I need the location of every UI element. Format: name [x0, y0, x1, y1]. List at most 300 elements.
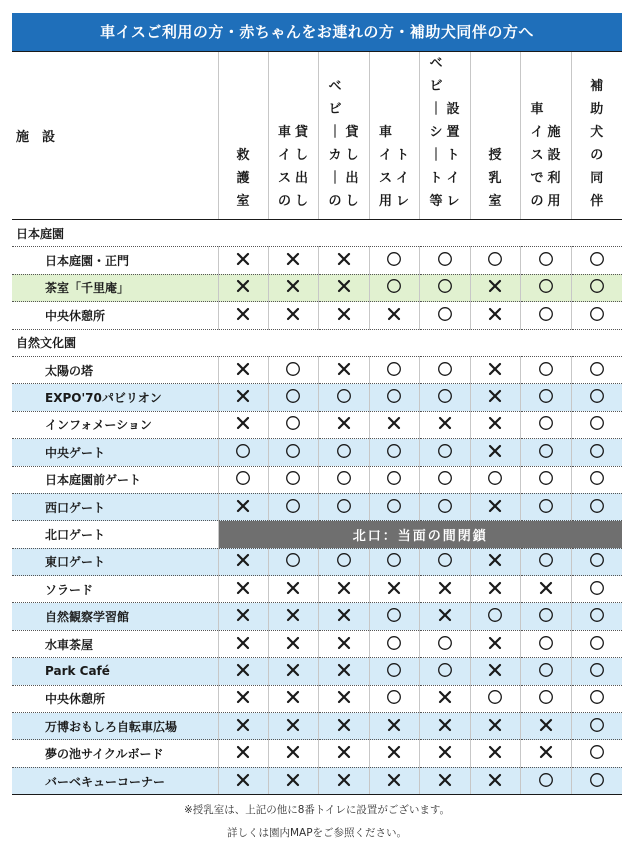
availability-cell: [571, 685, 622, 712]
unavailable-cross-icon: [283, 635, 303, 651]
facility-name: 中央休憩所: [12, 685, 218, 712]
availability-cell: [369, 548, 419, 575]
availability-cell: [470, 740, 520, 767]
availability-cell: [218, 630, 268, 657]
availability-cell: [419, 302, 470, 329]
availability-cell: [470, 630, 520, 657]
availability-cell: [419, 384, 470, 411]
available-circle-icon: [587, 388, 607, 404]
available-circle-icon: [435, 552, 455, 568]
unavailable-cross-icon: [485, 415, 505, 431]
availability-cell: [369, 658, 419, 685]
unavailable-cross-icon: [334, 251, 354, 267]
available-circle-icon: [536, 306, 556, 322]
available-circle-icon: [587, 580, 607, 596]
available-circle-icon: [334, 388, 354, 404]
available-circle-icon: [435, 662, 455, 678]
availability-cell: [268, 713, 318, 740]
unavailable-cross-icon: [283, 580, 303, 596]
availability-cell: [520, 411, 571, 438]
availability-cell: [218, 713, 268, 740]
available-circle-icon: [435, 306, 455, 322]
availability-cell: [571, 630, 622, 657]
facility-row: [12, 767, 622, 794]
availability-cell: [419, 356, 470, 383]
facility-name: 北口ゲート: [12, 521, 218, 548]
column-header-text: 貸 し 出 し: [295, 125, 309, 209]
unavailable-cross-icon: [233, 744, 253, 760]
availability-cell: [520, 384, 571, 411]
availability-cell: [218, 411, 268, 438]
facility-row: [12, 411, 622, 438]
available-circle-icon: [587, 498, 607, 514]
availability-cell: [520, 548, 571, 575]
footnotes: [12, 799, 622, 845]
available-circle-icon: [536, 361, 556, 377]
facility-table: [12, 51, 622, 795]
available-circle-icon: [587, 470, 607, 486]
available-circle-icon: [283, 470, 303, 486]
facility-name: 茶室「千里庵」: [12, 274, 218, 301]
availability-cell: [268, 685, 318, 712]
availability-cell: [318, 630, 369, 657]
available-circle-icon: [536, 388, 556, 404]
facility-row: [12, 658, 622, 685]
availability-cell: [369, 384, 419, 411]
available-circle-icon: [587, 361, 607, 377]
unavailable-cross-icon: [334, 772, 354, 788]
availability-cell: [218, 740, 268, 767]
group-header-row: [12, 329, 622, 356]
availability-cell: [419, 740, 470, 767]
availability-cell: [470, 274, 520, 301]
availability-cell: [571, 713, 622, 740]
unavailable-cross-icon: [334, 717, 354, 733]
accessibility-info-sheet: [12, 13, 622, 845]
facility-row: [12, 521, 622, 548]
available-circle-icon: [435, 635, 455, 651]
available-circle-icon: [384, 470, 404, 486]
unavailable-cross-icon: [233, 580, 253, 596]
availability-cell: [419, 411, 470, 438]
unavailable-cross-icon: [384, 580, 404, 596]
facility-row: [12, 356, 622, 383]
availability-cell: [218, 603, 268, 630]
availability-cell: [520, 274, 571, 301]
facility-row: [12, 630, 622, 657]
facility-column-header: 施 設: [12, 52, 218, 220]
facility-name: ソラード: [12, 576, 218, 603]
availability-cell: [318, 411, 369, 438]
facility-name: 水車茶屋: [12, 630, 218, 657]
availability-cell: [369, 466, 419, 493]
facility-name: 中央休憩所: [12, 302, 218, 329]
facility-name: 太陽の塔: [12, 356, 218, 383]
availability-cell: [318, 767, 369, 794]
unavailable-cross-icon: [283, 689, 303, 705]
column-header-text: 車 イ ス 用: [378, 125, 392, 209]
column-header-4: [369, 52, 419, 220]
group-name: 日本庭園: [12, 220, 622, 247]
facility-row: [12, 548, 622, 575]
availability-cell: [268, 548, 318, 575]
available-circle-icon: [587, 744, 607, 760]
column-header-text: 施 設 利 用: [547, 125, 561, 209]
availability-cell: [520, 576, 571, 603]
availability-cell: [268, 302, 318, 329]
unavailable-cross-icon: [334, 580, 354, 596]
unavailable-cross-icon: [435, 580, 455, 596]
unavailable-cross-icon: [485, 278, 505, 294]
group-name: 自然文化園: [12, 329, 622, 356]
footnote-map-reference: 詳しくは園内MAPをご参照ください。: [226, 827, 408, 840]
availability-cell: [268, 439, 318, 466]
column-header-text: 貸 し 出 し: [345, 125, 359, 209]
availability-cell: [571, 439, 622, 466]
availability-cell: [470, 767, 520, 794]
available-circle-icon: [587, 552, 607, 568]
unavailable-cross-icon: [233, 689, 253, 705]
available-circle-icon: [485, 689, 505, 705]
unavailable-cross-icon: [334, 361, 354, 377]
availability-cell: [268, 247, 318, 274]
footnote-nursing-room: ※授乳室は、上記の他に8番トイレに設置がございます。: [183, 804, 451, 817]
unavailable-cross-icon: [334, 607, 354, 623]
available-circle-icon: [435, 361, 455, 377]
availability-cell: [470, 576, 520, 603]
available-circle-icon: [587, 443, 607, 459]
unavailable-cross-icon: [233, 717, 253, 733]
availability-cell: [369, 411, 419, 438]
facility-row: [12, 576, 622, 603]
unavailable-cross-icon: [485, 306, 505, 322]
availability-cell: [470, 247, 520, 274]
available-circle-icon: [587, 635, 607, 651]
availability-cell: [520, 356, 571, 383]
availability-cell: [520, 247, 571, 274]
available-circle-icon: [283, 388, 303, 404]
availability-cell: [268, 767, 318, 794]
group-header-row: [12, 220, 622, 247]
availability-cell: [571, 384, 622, 411]
unavailable-cross-icon: [233, 772, 253, 788]
available-circle-icon: [435, 251, 455, 267]
facility-name: バーベキューコーナー: [12, 767, 218, 794]
unavailable-cross-icon: [384, 415, 404, 431]
available-circle-icon: [536, 689, 556, 705]
availability-cell: [318, 493, 369, 520]
availability-cell: [268, 576, 318, 603]
column-header-7: [520, 52, 571, 220]
available-circle-icon: [587, 607, 607, 623]
availability-cell: [318, 740, 369, 767]
available-circle-icon: [536, 635, 556, 651]
column-header-text: ベ ビ ｜ カ ｜ の: [328, 79, 342, 209]
available-circle-icon: [435, 470, 455, 486]
facility-row: [12, 302, 622, 329]
unavailable-cross-icon: [485, 552, 505, 568]
unavailable-cross-icon: [334, 278, 354, 294]
available-circle-icon: [233, 443, 253, 459]
availability-cell: [218, 548, 268, 575]
available-circle-icon: [485, 251, 505, 267]
unavailable-cross-icon: [283, 744, 303, 760]
unavailable-cross-icon: [334, 689, 354, 705]
facility-name: 日本庭園・正門: [12, 247, 218, 274]
availability-cell: [520, 685, 571, 712]
availability-cell: [369, 247, 419, 274]
availability-cell: [419, 685, 470, 712]
facility-name: 中央ゲート: [12, 439, 218, 466]
availability-cell: [520, 466, 571, 493]
availability-cell: [419, 630, 470, 657]
availability-cell: [470, 439, 520, 466]
availability-cell: [571, 274, 622, 301]
unavailable-cross-icon: [485, 662, 505, 678]
availability-cell: [571, 603, 622, 630]
availability-cell: [369, 630, 419, 657]
availability-cell: [419, 603, 470, 630]
availability-cell: [520, 493, 571, 520]
unavailable-cross-icon: [485, 580, 505, 596]
unavailable-cross-icon: [536, 580, 556, 596]
unavailable-cross-icon: [435, 744, 455, 760]
availability-cell: [470, 713, 520, 740]
available-circle-icon: [435, 388, 455, 404]
available-circle-icon: [536, 415, 556, 431]
available-circle-icon: [587, 689, 607, 705]
unavailable-cross-icon: [283, 278, 303, 294]
available-circle-icon: [384, 443, 404, 459]
unavailable-cross-icon: [233, 415, 253, 431]
available-circle-icon: [587, 306, 607, 322]
available-circle-icon: [384, 278, 404, 294]
facility-name: インフォメーション: [12, 411, 218, 438]
available-circle-icon: [587, 251, 607, 267]
column-header-5: [419, 52, 470, 220]
availability-cell: [520, 630, 571, 657]
unavailable-cross-icon: [485, 388, 505, 404]
availability-cell: [268, 274, 318, 301]
availability-cell: [369, 302, 419, 329]
availability-cell: [218, 274, 268, 301]
availability-cell: [571, 247, 622, 274]
unavailable-cross-icon: [233, 662, 253, 678]
availability-cell: [318, 603, 369, 630]
facility-row: [12, 247, 622, 274]
availability-cell: [268, 466, 318, 493]
unavailable-cross-icon: [485, 717, 505, 733]
availability-cell: [419, 247, 470, 274]
available-circle-icon: [283, 361, 303, 377]
facility-name: EXPO'70パビリオン: [12, 384, 218, 411]
availability-cell: [419, 439, 470, 466]
facility-row: [12, 466, 622, 493]
availability-cell: [520, 740, 571, 767]
unavailable-cross-icon: [435, 415, 455, 431]
facility-row: [12, 740, 622, 767]
availability-cell: [318, 274, 369, 301]
facility-name: 日本庭園前ゲート: [12, 466, 218, 493]
availability-cell: [369, 767, 419, 794]
available-circle-icon: [233, 470, 253, 486]
unavailable-cross-icon: [435, 772, 455, 788]
available-circle-icon: [384, 689, 404, 705]
availability-cell: [218, 384, 268, 411]
facility-row: [12, 603, 622, 630]
availability-cell: [369, 603, 419, 630]
column-header-text: 車 イ ス で の: [530, 102, 544, 209]
unavailable-cross-icon: [283, 662, 303, 678]
availability-cell: [520, 603, 571, 630]
column-header-1: [218, 52, 268, 220]
available-circle-icon: [536, 470, 556, 486]
availability-cell: [218, 685, 268, 712]
availability-cell: [318, 685, 369, 712]
availability-cell: [520, 658, 571, 685]
facility-name: 万博おもしろ自転車広場: [12, 713, 218, 740]
availability-cell: [218, 767, 268, 794]
facility-row: [12, 713, 622, 740]
unavailable-cross-icon: [334, 744, 354, 760]
column-header-text: ト イ レ: [396, 148, 410, 209]
availability-cell: [369, 356, 419, 383]
availability-cell: [571, 548, 622, 575]
unavailable-cross-icon: [233, 388, 253, 404]
facility-name: 西口ゲート: [12, 493, 218, 520]
availability-cell: [520, 767, 571, 794]
column-header-row: [12, 52, 622, 220]
available-circle-icon: [435, 498, 455, 514]
availability-cell: [318, 658, 369, 685]
unavailable-cross-icon: [435, 607, 455, 623]
availability-cell: [470, 384, 520, 411]
available-circle-icon: [334, 470, 354, 486]
availability-cell: [218, 493, 268, 520]
available-circle-icon: [435, 278, 455, 294]
availability-cell: [520, 302, 571, 329]
unavailable-cross-icon: [233, 607, 253, 623]
unavailable-cross-icon: [485, 498, 505, 514]
unavailable-cross-icon: [334, 415, 354, 431]
availability-cell: [318, 247, 369, 274]
facility-name: Park Café: [12, 658, 218, 685]
unavailable-cross-icon: [435, 689, 455, 705]
unavailable-cross-icon: [536, 744, 556, 760]
available-circle-icon: [587, 662, 607, 678]
available-circle-icon: [334, 498, 354, 514]
available-circle-icon: [384, 635, 404, 651]
availability-cell: [268, 603, 318, 630]
available-circle-icon: [283, 443, 303, 459]
column-header-3: [318, 52, 369, 220]
available-circle-icon: [384, 662, 404, 678]
unavailable-cross-icon: [485, 361, 505, 377]
available-circle-icon: [334, 552, 354, 568]
column-header-text: 設 置 ト イ レ: [446, 102, 460, 209]
availability-cell: [419, 576, 470, 603]
availability-cell: [318, 356, 369, 383]
unavailable-cross-icon: [435, 717, 455, 733]
availability-cell: [571, 466, 622, 493]
availability-cell: [419, 493, 470, 520]
availability-cell: [419, 548, 470, 575]
availability-cell: [520, 713, 571, 740]
column-header-text: 授 乳 室: [488, 148, 502, 209]
unavailable-cross-icon: [233, 635, 253, 651]
available-circle-icon: [536, 278, 556, 294]
unavailable-cross-icon: [233, 306, 253, 322]
availability-cell: [470, 493, 520, 520]
unavailable-cross-icon: [384, 772, 404, 788]
available-circle-icon: [536, 662, 556, 678]
available-circle-icon: [384, 251, 404, 267]
available-circle-icon: [587, 415, 607, 431]
available-circle-icon: [435, 443, 455, 459]
availability-cell: [318, 466, 369, 493]
unavailable-cross-icon: [233, 552, 253, 568]
available-circle-icon: [283, 415, 303, 431]
availability-cell: [318, 384, 369, 411]
availability-cell: [218, 466, 268, 493]
availability-cell: [218, 576, 268, 603]
available-circle-icon: [536, 251, 556, 267]
unavailable-cross-icon: [283, 306, 303, 322]
column-header-text: 車 イ ス の: [277, 125, 291, 209]
unavailable-cross-icon: [233, 498, 253, 514]
availability-cell: [268, 411, 318, 438]
availability-cell: [419, 274, 470, 301]
availability-cell: [218, 302, 268, 329]
availability-cell: [218, 247, 268, 274]
available-circle-icon: [485, 470, 505, 486]
unavailable-cross-icon: [334, 635, 354, 651]
availability-cell: [571, 493, 622, 520]
availability-cell: [571, 356, 622, 383]
column-header-8: [571, 52, 622, 220]
availability-cell: [571, 411, 622, 438]
availability-cell: [470, 411, 520, 438]
facility-name: 夢の池サイクルボード: [12, 740, 218, 767]
availability-cell: [419, 767, 470, 794]
column-header-2: [268, 52, 318, 220]
unavailable-cross-icon: [334, 306, 354, 322]
availability-cell: [571, 302, 622, 329]
availability-cell: [218, 439, 268, 466]
availability-cell: [419, 713, 470, 740]
availability-cell: [470, 685, 520, 712]
unavailable-cross-icon: [283, 607, 303, 623]
availability-cell: [520, 439, 571, 466]
availability-cell: [470, 603, 520, 630]
facility-row: [12, 274, 622, 301]
available-circle-icon: [283, 552, 303, 568]
availability-cell: [470, 302, 520, 329]
available-circle-icon: [334, 443, 354, 459]
unavailable-cross-icon: [233, 251, 253, 267]
availability-cell: [419, 466, 470, 493]
facility-row: [12, 685, 622, 712]
facility-row: [12, 384, 622, 411]
availability-cell: [470, 658, 520, 685]
availability-cell: [268, 356, 318, 383]
availability-cell: [369, 493, 419, 520]
availability-cell: [470, 548, 520, 575]
unavailable-cross-icon: [485, 772, 505, 788]
availability-cell: [268, 658, 318, 685]
availability-cell: [369, 576, 419, 603]
facility-row: [12, 439, 622, 466]
